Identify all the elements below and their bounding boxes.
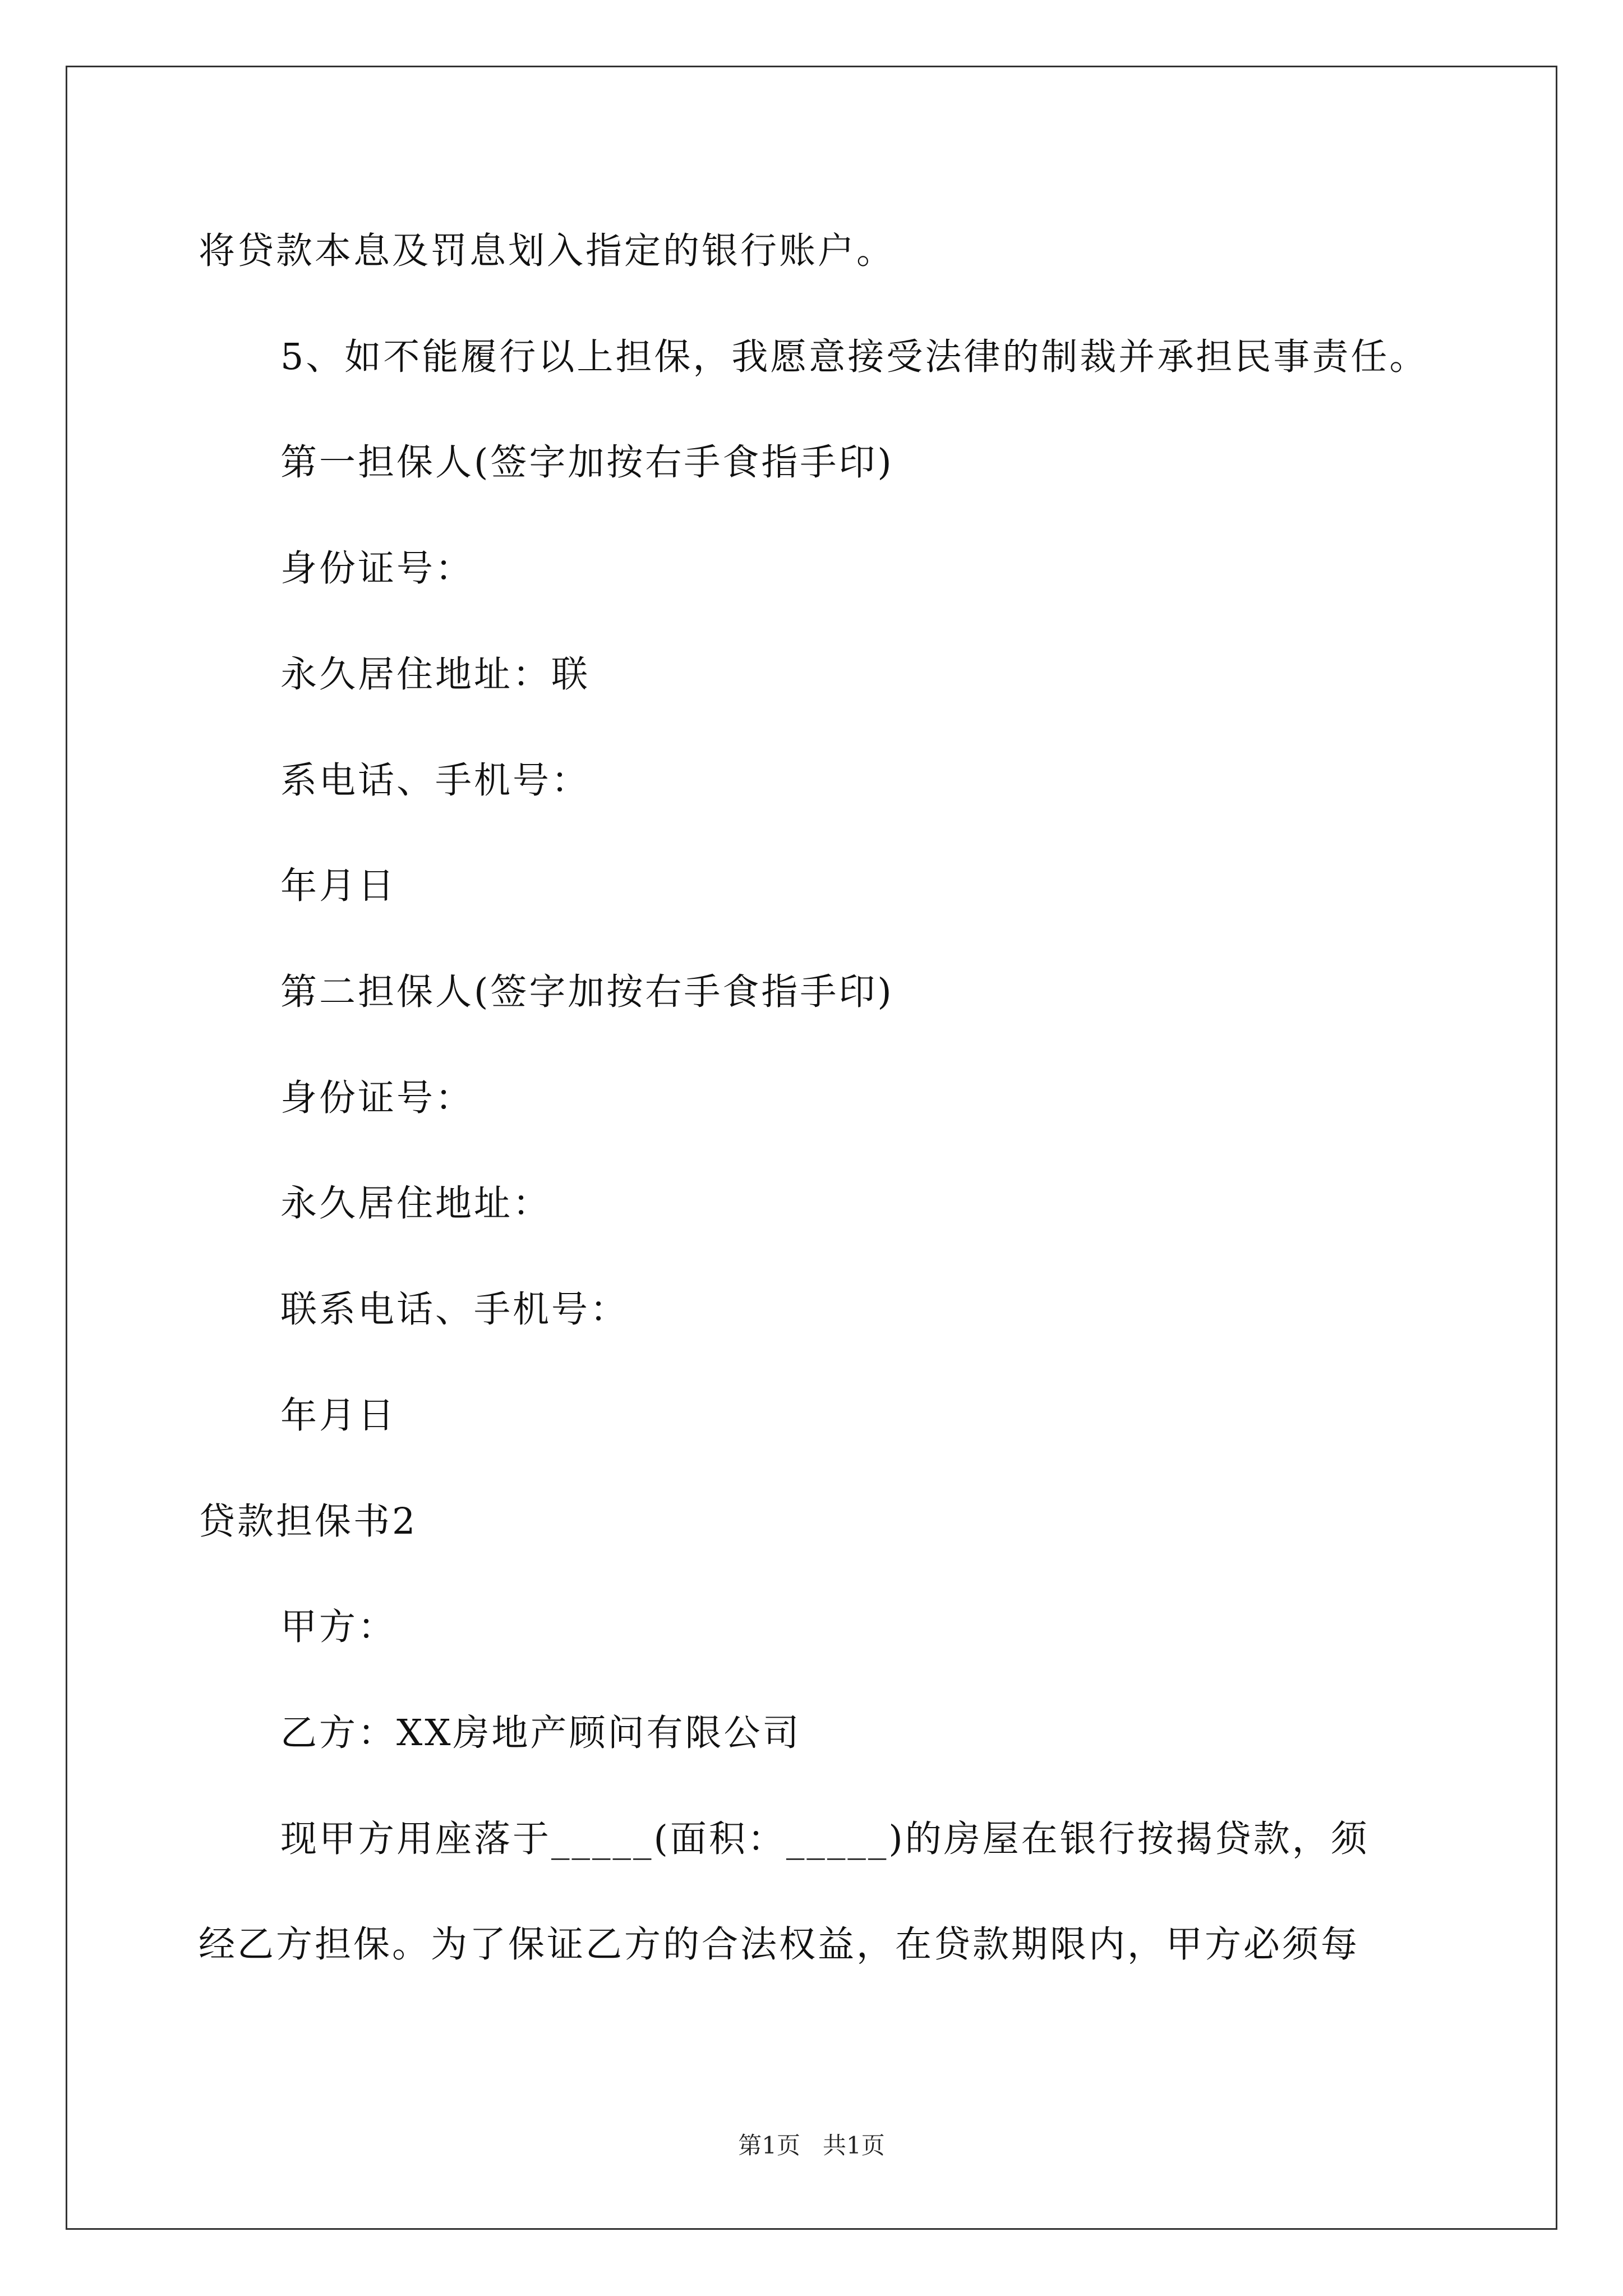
body-line-16: 现甲方用座落于_____(面积：_____)的房屋在银行按揭贷款，须 <box>280 1818 1370 1860</box>
body-line-14: 甲方： <box>280 1606 397 1648</box>
body-line-17: 经乙方担保。为了保证乙方的合法权益，在贷款期限内，甲方必须每 <box>199 1924 1360 1966</box>
body-line-9: 身份证号： <box>280 1077 474 1119</box>
body-line-2: 5、如不能履行以上担保，我愿意接受法律的制裁并承担民事责任。 <box>280 336 1428 378</box>
body-line-6: 系电话、手机号： <box>280 760 591 802</box>
body-line-11: 联系电话、手机号： <box>280 1289 629 1331</box>
body-line-15: 乙方：XX房地产顾问有限公司 <box>280 1712 801 1754</box>
body-line-12: 年月日 <box>280 1395 397 1437</box>
page-footer: 第1页 共1页 <box>738 2132 885 2159</box>
body-line-3: 第一担保人(签字加按右手食指手印) <box>280 441 894 484</box>
body-line-5: 永久居住地址：联 <box>280 654 591 696</box>
body-line-10: 永久居住地址： <box>280 1182 552 1225</box>
body-line-7: 年月日 <box>280 865 397 907</box>
section-heading: 贷款担保书2 <box>199 1501 418 1543</box>
body-line-4: 身份证号： <box>280 547 474 590</box>
page-border <box>66 66 1557 2230</box>
body-line-1: 将贷款本息及罚息划入指定的银行账户。 <box>199 230 896 272</box>
body-line-8: 第二担保人(签字加按右手食指手印) <box>280 971 894 1013</box>
